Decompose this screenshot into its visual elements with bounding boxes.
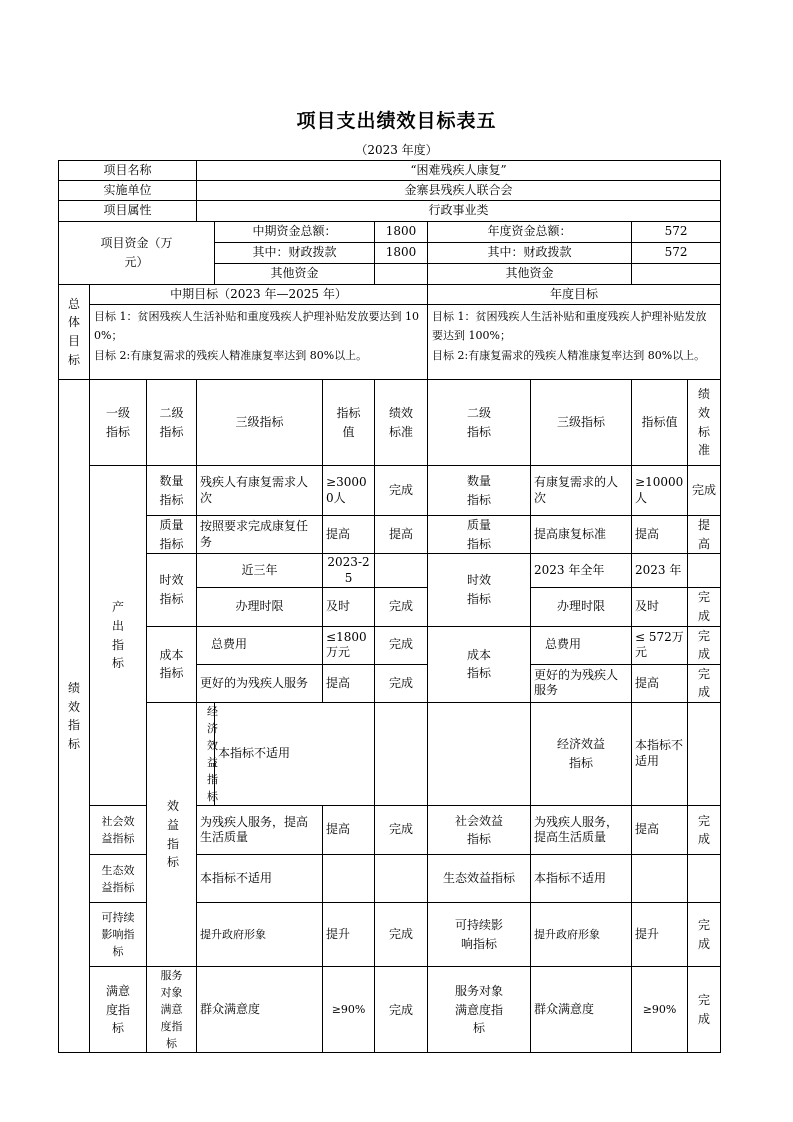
r-ecological-l2: 生态效益指标 [428, 855, 531, 903]
r-quality-value: 提高 [632, 516, 688, 554]
annual-goal-2: 目标 2:有康复需求的残疾人精准康复率达到 80%以上。 [432, 348, 706, 362]
timeliness-row2-value: 及时 [323, 588, 375, 626]
mid-goal-content [90, 305, 428, 380]
r-level3-header: 三级指标 [531, 380, 632, 466]
table-row [59, 554, 721, 588]
r-timeliness-row1-standard [688, 554, 721, 588]
implementing-unit-label: 实施单位 [59, 181, 197, 201]
year-label: （2023 年度） [355, 143, 438, 157]
economic-l3: 本指标不适用 [215, 702, 375, 805]
r-timeliness-row2-standard: 完成 [688, 588, 721, 626]
r-timeliness-row2-value: 及时 [632, 588, 688, 626]
funds-label: 项目资金（万元） [59, 222, 215, 285]
benefit-indicators-label: 效益指标 [147, 702, 197, 966]
timeliness-row2-l3: 办理时限 [197, 588, 323, 626]
cost-l2: 成本指标 [147, 626, 197, 702]
r-timeliness-row2-l3: 办理时限 [531, 588, 632, 626]
cost-row1-value: ≤1800万元 [323, 626, 375, 664]
r-ecological-standard [688, 855, 721, 903]
level3-header: 三级指标 [197, 380, 323, 466]
cost-row1-standard: 完成 [375, 626, 428, 664]
r-satisfaction-l2: 服务对象满意度指标 [428, 967, 531, 1053]
r-cost-row1-value: ≤ 572万元 [632, 626, 688, 664]
timeliness-row2-standard: 完成 [375, 588, 428, 626]
timeliness-row1-standard [375, 554, 428, 588]
cost-row2-l3: 更好的为残疾人服务 [197, 664, 323, 702]
sustainable-standard: 完成 [375, 903, 428, 967]
r-value-header: 指标值 [632, 380, 688, 466]
satisfaction-indicators-label: 满意度指标 [90, 967, 147, 1053]
economic-l2: 经济效益指标 [197, 702, 215, 805]
project-attribute-value: 行政事业类 [197, 201, 721, 222]
goal-content-row [59, 305, 721, 380]
r-cost-row1-l3: 总费用 [531, 626, 632, 664]
social-l3: 为残疾人服务，提高生活质量 [197, 806, 323, 855]
r-economic-l3: 本指标不适用 [632, 702, 688, 805]
social-standard: 完成 [375, 806, 428, 855]
mid-goal-header: 中期目标（2023 年—2025 年） [90, 285, 428, 305]
output-indicators-label: 产出指标 [90, 466, 147, 806]
project-name-label: 项目名称 [59, 161, 197, 181]
annual-goal-1: 目标 1：贫困残疾人生活补贴和重度残疾人护理补贴发放要达到 100%； [432, 310, 707, 343]
annual-total-label: 年度资金总额： [428, 222, 632, 243]
goal-header-row [59, 285, 721, 305]
mid-goal-2: 目标 2:有康复需求的残疾人精准康复率达到 80%以上。 [94, 348, 368, 362]
r-cost-row2-l3: 更好的为残疾人服务 [531, 664, 632, 702]
timeliness-row1-l3: 近三年 [197, 554, 323, 588]
quantity-standard: 完成 [375, 466, 428, 516]
r-economic-l2: 经济效益指标 [531, 702, 632, 805]
quality-standard: 提高 [375, 516, 428, 554]
r-cost-row2-value: 提高 [632, 664, 688, 702]
table-row [59, 702, 721, 805]
ecological-value [323, 855, 375, 903]
quantity-l3: 残疾人有康复需求人次 [197, 466, 323, 516]
level2-header: 二级指标 [147, 380, 197, 466]
quantity-l2: 数量指标 [147, 466, 197, 516]
social-value: 提高 [323, 806, 375, 855]
r-economic-value [688, 702, 721, 805]
sustainable-value: 提升 [323, 903, 375, 967]
overall-goal-label: 总体目标 [59, 285, 90, 380]
annual-fiscal-label: 其中：财政拨款 [428, 243, 632, 264]
performance-indicators-label: 绩效指标 [59, 380, 90, 1053]
satisfaction-standard: 完成 [375, 967, 428, 1053]
ecological-standard [375, 855, 428, 903]
r-social-value: 提高 [632, 806, 688, 855]
performance-table [58, 160, 721, 1053]
r-ecological-l3: 本指标不适用 [531, 855, 632, 903]
r-cost-l2: 成本指标 [428, 626, 531, 702]
r-timeliness-row1-l3: 2023 年全年 [531, 554, 632, 588]
annual-fiscal-value: 572 [632, 243, 721, 264]
r-satisfaction-l3: 群众满意度 [531, 967, 632, 1053]
r-sustainable-l2: 可持续影响指标 [428, 903, 531, 967]
r-timeliness-l2: 时效指标 [428, 554, 531, 626]
project-name-value: “困难残疾人康复” [197, 161, 721, 181]
timeliness-row1-value: 2023-25 [323, 554, 375, 588]
mid-fiscal-label: 其中：财政拨款 [215, 243, 375, 264]
r-quality-l3: 提高康复标准 [531, 516, 632, 554]
mid-other-value [375, 264, 428, 285]
mid-other-label: 其他资金 [215, 264, 375, 285]
r-social-standard: 完成 [688, 806, 721, 855]
mid-total-value: 1800 [375, 222, 428, 243]
r-quantity-l2: 数量指标 [428, 466, 531, 516]
project-attribute-label: 项目属性 [59, 201, 197, 222]
page-title: 项目支出绩效目标表五 [296, 110, 497, 132]
annual-other-value [632, 264, 721, 285]
table-row [59, 967, 721, 1053]
table-row [59, 516, 721, 554]
table-row [59, 466, 721, 516]
r-cost-row2-standard: 完成 [688, 664, 721, 702]
standard-header: 绩效标准 [375, 380, 428, 466]
r-social-l2: 社会效益指标 [428, 806, 531, 855]
economic-standard [428, 702, 531, 805]
quality-value: 提高 [323, 516, 375, 554]
mid-fiscal-value: 1800 [375, 243, 428, 264]
r-satisfaction-standard: 完成 [688, 967, 721, 1053]
ecological-l2: 生态效益指标 [90, 855, 147, 903]
implementing-unit-value: 金寨县残疾人联合会 [197, 181, 721, 201]
mid-total-label: 中期资金总额： [215, 222, 375, 243]
social-l2: 社会效益指标 [90, 806, 147, 855]
annual-other-label: 其他资金 [428, 264, 632, 285]
table-row [59, 626, 721, 664]
value-header: 指标值 [323, 380, 375, 466]
funds-total-row [59, 222, 721, 243]
annual-goal-content [428, 305, 721, 380]
r-quantity-standard: 完成 [688, 466, 721, 516]
r-quality-standard: 提高 [688, 516, 721, 554]
cost-row2-value: 提高 [323, 664, 375, 702]
satisfaction-value: ≥90% [323, 967, 375, 1053]
implementing-unit-row [59, 181, 721, 201]
r-quantity-l3: 有康复需求的人次 [531, 466, 632, 516]
satisfaction-l3: 群众满意度 [197, 967, 323, 1053]
annual-total-value: 572 [632, 222, 721, 243]
quality-l3: 按照要求完成康复任务 [197, 516, 323, 554]
project-attribute-row [59, 201, 721, 222]
r-level2-header: 二级指标 [428, 380, 531, 466]
quantity-value: ≥30000人 [323, 466, 375, 516]
level1-header: 一级指标 [90, 380, 147, 466]
r-quantity-value: ≥10000人 [632, 466, 688, 516]
project-name-row [59, 161, 721, 181]
r-standard-header: 绩效标准 [688, 380, 721, 466]
r-sustainable-standard: 完成 [688, 903, 721, 967]
timeliness-l2: 时效指标 [147, 554, 197, 626]
r-sustainable-value: 提升 [632, 903, 688, 967]
r-sustainable-l3: 提升政府形象 [531, 903, 632, 967]
r-cost-row1-standard: 完成 [688, 626, 721, 664]
cost-row1-l3: 总费用 [197, 626, 323, 664]
quality-l2: 质量指标 [147, 516, 197, 554]
sustainable-l2: 可持续影响指标 [90, 903, 147, 967]
r-timeliness-row1-value: 2023 年 [632, 554, 688, 588]
annual-goal-header: 年度目标 [428, 285, 721, 305]
satisfaction-l2: 服务对象满意度指标 [147, 967, 197, 1053]
r-satisfaction-value: ≥90% [632, 967, 688, 1053]
ecological-l3: 本指标不适用 [197, 855, 323, 903]
r-quality-l2: 质量指标 [428, 516, 531, 554]
r-social-l3: 为残疾人服务，提高生活质量 [531, 806, 632, 855]
cost-row2-standard: 完成 [375, 664, 428, 702]
r-ecological-value [632, 855, 688, 903]
indicator-header-row [59, 380, 721, 466]
sustainable-l3: 提升政府形象 [197, 903, 323, 967]
mid-goal-1: 目标 1：贫困残疾人生活补贴和重度残疾人护理补贴发放要达到 100%； [94, 310, 419, 343]
economic-value [375, 702, 428, 805]
